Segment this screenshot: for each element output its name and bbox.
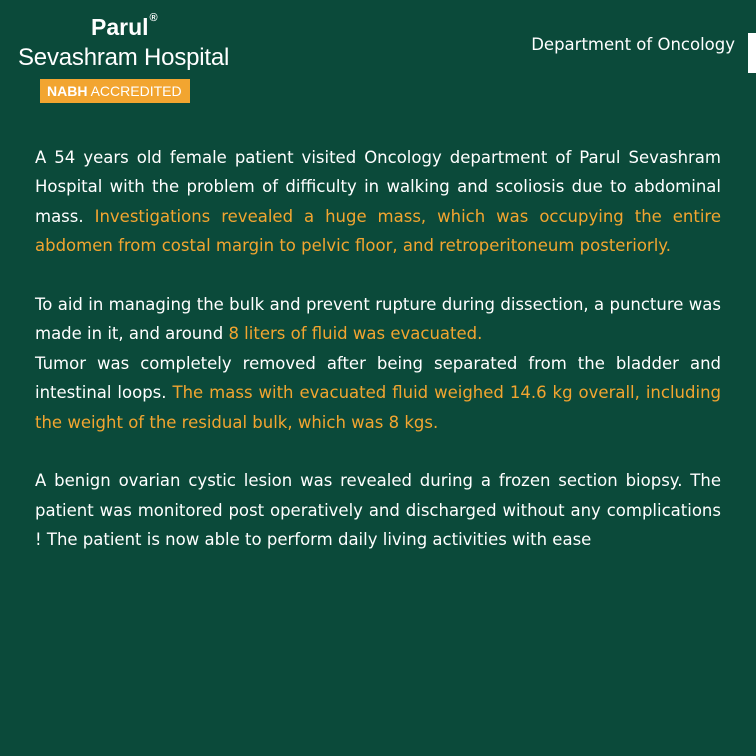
highlighted-text: 8 liters of fluid was evacuated. [228, 324, 483, 344]
paragraph-text: Tumor was completely removed after being separated from the bladder and intestinal loops. [35, 353, 721, 403]
logo-brand [91, 14, 158, 41]
logo-hospital-name: Sevashram Hospital [18, 44, 230, 71]
highlighted-text: Investigations revealed a huge mass, which was occupying the entire abdomen from costal margin to pelvic floor, and retroperitoneum posteriorly. [35, 206, 722, 256]
badge-text: ACCREDITED [87, 83, 182, 99]
badge-bold-text: NABH [47, 83, 88, 99]
paragraph-text: A 54 years old female patient visited Oncology department of Parul Sevashram Hospital with the problem of difficulty in walking and scoliosis due to abdominal mass. [35, 148, 721, 226]
logo-brand-name: Parul [91, 14, 149, 40]
paragraph-presentation [35, 143, 721, 261]
paragraph-removal [35, 349, 721, 437]
edge-bar [748, 33, 756, 73]
paragraph-text: A benign ovarian cystic lesion was revealed during a frozen section biopsy. The patient was monitored post operatively and discharged without any complications ! The patient is now able to perform daily living activities with ease [35, 471, 721, 550]
paragraph-spacer [35, 261, 721, 290]
paragraph-text: To aid in managing the bulk and prevent rupture during dissection, a puncture was made in it, and around [35, 295, 721, 344]
accreditation-badge [40, 79, 190, 103]
registered-mark: ® [149, 12, 158, 24]
case-report [35, 143, 721, 555]
highlighted-text: The mass with evacuated fluid weighed 14.6 kg overall, including the weight of the residual bulk, which was 8 kgs. [35, 383, 721, 432]
paragraph-outcome [35, 466, 721, 554]
paragraph-spacer [35, 437, 721, 466]
department-title: Department of Oncology [531, 35, 735, 54]
paragraph-procedure [35, 290, 721, 349]
